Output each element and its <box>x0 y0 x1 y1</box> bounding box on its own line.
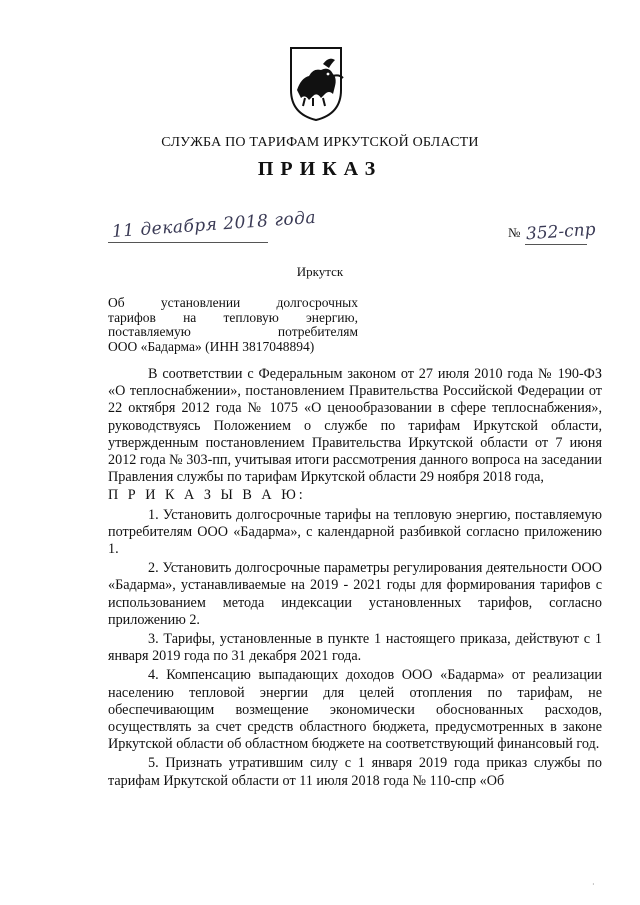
subject-line: тарифов на тепловую энергию, <box>108 309 358 325</box>
order-item: 4. Компенсацию выпадающих доходов ООО «Бадарма» от реализации населению тепловой энергии для целей отопления по тарифам, не обеспечивающим возмещение экономически обоснованных расходов, осуществлять за счет средств областного бюджета, предусмотренных в законе Иркутской области об областном бюджете на соответствующий финансовый год. <box>108 667 602 753</box>
document-type-title: ПРИКАЗ <box>257 158 383 180</box>
subject-line: поставляемую потребителям <box>108 324 358 339</box>
order-body <box>108 366 602 790</box>
coat-of-arms-icon <box>273 40 359 124</box>
order-item: 3. Тарифы, установленные в пункте 1 настоящего приказа, действуют с 1 января 2019 года по 31 декабря 2021 года. <box>108 631 602 665</box>
organization-name: СЛУЖБА ПО ТАРИФАМ ИРКУТСКОЙ ОБЛАСТИ <box>161 135 479 150</box>
order-item: 1. Установить долгосрочные тарифы на тепловую энергию, поставляемую потребителям ООО «Бадарма», с календарной разбивкой согласно приложению 1. <box>108 506 602 558</box>
document-number <box>508 219 596 245</box>
number-sign: № <box>508 225 521 240</box>
subject-line: Об установлении долгосрочных <box>108 295 358 310</box>
order-item: 5. Признать утратившим силу с 1 января 2019 года приказ службы по тарифам Иркутской области от 11 июля 2018 года № 110-спр «Об <box>108 755 602 789</box>
order-subject <box>108 296 358 354</box>
handwritten-number: 352-спр <box>525 219 596 245</box>
order-item: 2. Установить долгосрочные параметры регулирования деятельности ООО «Бадарма», устанавливаемые на 2019 - 2021 годы для формирования тарифов с использованием метода индексации установленных тарифов, согласно приложению 2. <box>108 560 602 628</box>
handwritten-date: 11 декабря 2018 года <box>111 207 317 242</box>
preamble-paragraph: В соответствии с Федеральным законом от 27 июля 2010 года № 190-ФЗ «О теплоснабжении», постановлением Правительства Российской Федерации от 22 октября 2012 года № 1075 «О ценообразовании в сфере теплоснабжения», руководствуясь Положением о службе по тарифам Иркутской области, утвержденным постановлением Правительства Иркутской области от 7 июня 2012 года № 303-пп, учитывая итоги рассмотрения данного вопроса на заседании Правления службы по тарифам Иркутской области 29 ноября 2018 года, <box>108 366 602 486</box>
order-word: П Р И К А З Ы В А Ю: <box>108 487 306 504</box>
scan-mark: · <box>592 880 595 889</box>
subject-line: ООО «Бадарма» (ИНН 3817048894) <box>108 338 315 354</box>
number-underline <box>525 244 587 245</box>
city-name: Иркутск <box>296 264 344 279</box>
date-underline <box>108 242 268 243</box>
